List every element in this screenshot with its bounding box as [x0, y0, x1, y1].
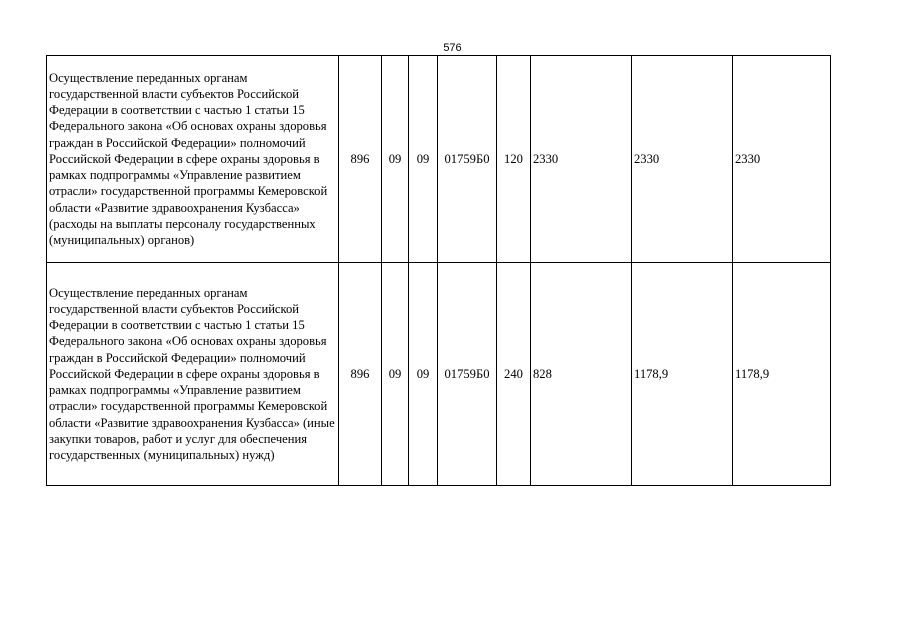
table-row: [47, 263, 831, 486]
page-number: 576: [443, 42, 462, 54]
expense-type-code: 120: [497, 56, 531, 263]
section-code: 09: [382, 56, 409, 263]
target-article-code: 01759Б0: [438, 263, 497, 486]
target-article-code: 01759Б0: [438, 56, 497, 263]
expense-type-code: 240: [497, 263, 531, 486]
row-description: Осуществление переданных органам государственной власти субъектов Российской Федерации в соответствии с частью 1 статьи 15 Федерального закона «Об основах охраны здоровья граждан в Российской Федерации» полномочий Российской Федерации в сфере охраны здоровья в рамках подпрограммы «Управление развитием отрасли» государственной программы Кемеровской области «Развитие здравоохранения Кузбасса» (расходы на выплаты персоналу государственных (муниципальных) органов): [47, 56, 339, 263]
amount-year-3: 1178,9: [733, 263, 831, 486]
amount-year-3: 2330: [733, 56, 831, 263]
subsection-code: 09: [409, 263, 438, 486]
row-description: Осуществление переданных органам государственной власти субъектов Российской Федерации в соответствии с частью 1 статьи 15 Федерального закона «Об основах охраны здоровья граждан в Российской Федерации» полномочий Российской Федерации в сфере охраны здоровья в рамках подпрограммы «Управление развитием отрасли» государственной программы Кемеровской области «Развитие здравоохранения Кузбасса» (иные закупки товаров, работ и услуг для обеспечения государственных (муниципальных) нужд): [47, 263, 339, 486]
amount-year-1: 828: [531, 263, 632, 486]
table-row: [47, 56, 831, 263]
amount-year-2: 1178,9: [632, 263, 733, 486]
ministry-code: 896: [339, 263, 382, 486]
amount-year-1: 2330: [531, 56, 632, 263]
ministry-code: 896: [339, 56, 382, 263]
section-code: 09: [382, 263, 409, 486]
budget-table: [46, 55, 831, 486]
subsection-code: 09: [409, 56, 438, 263]
amount-year-2: 2330: [632, 56, 733, 263]
